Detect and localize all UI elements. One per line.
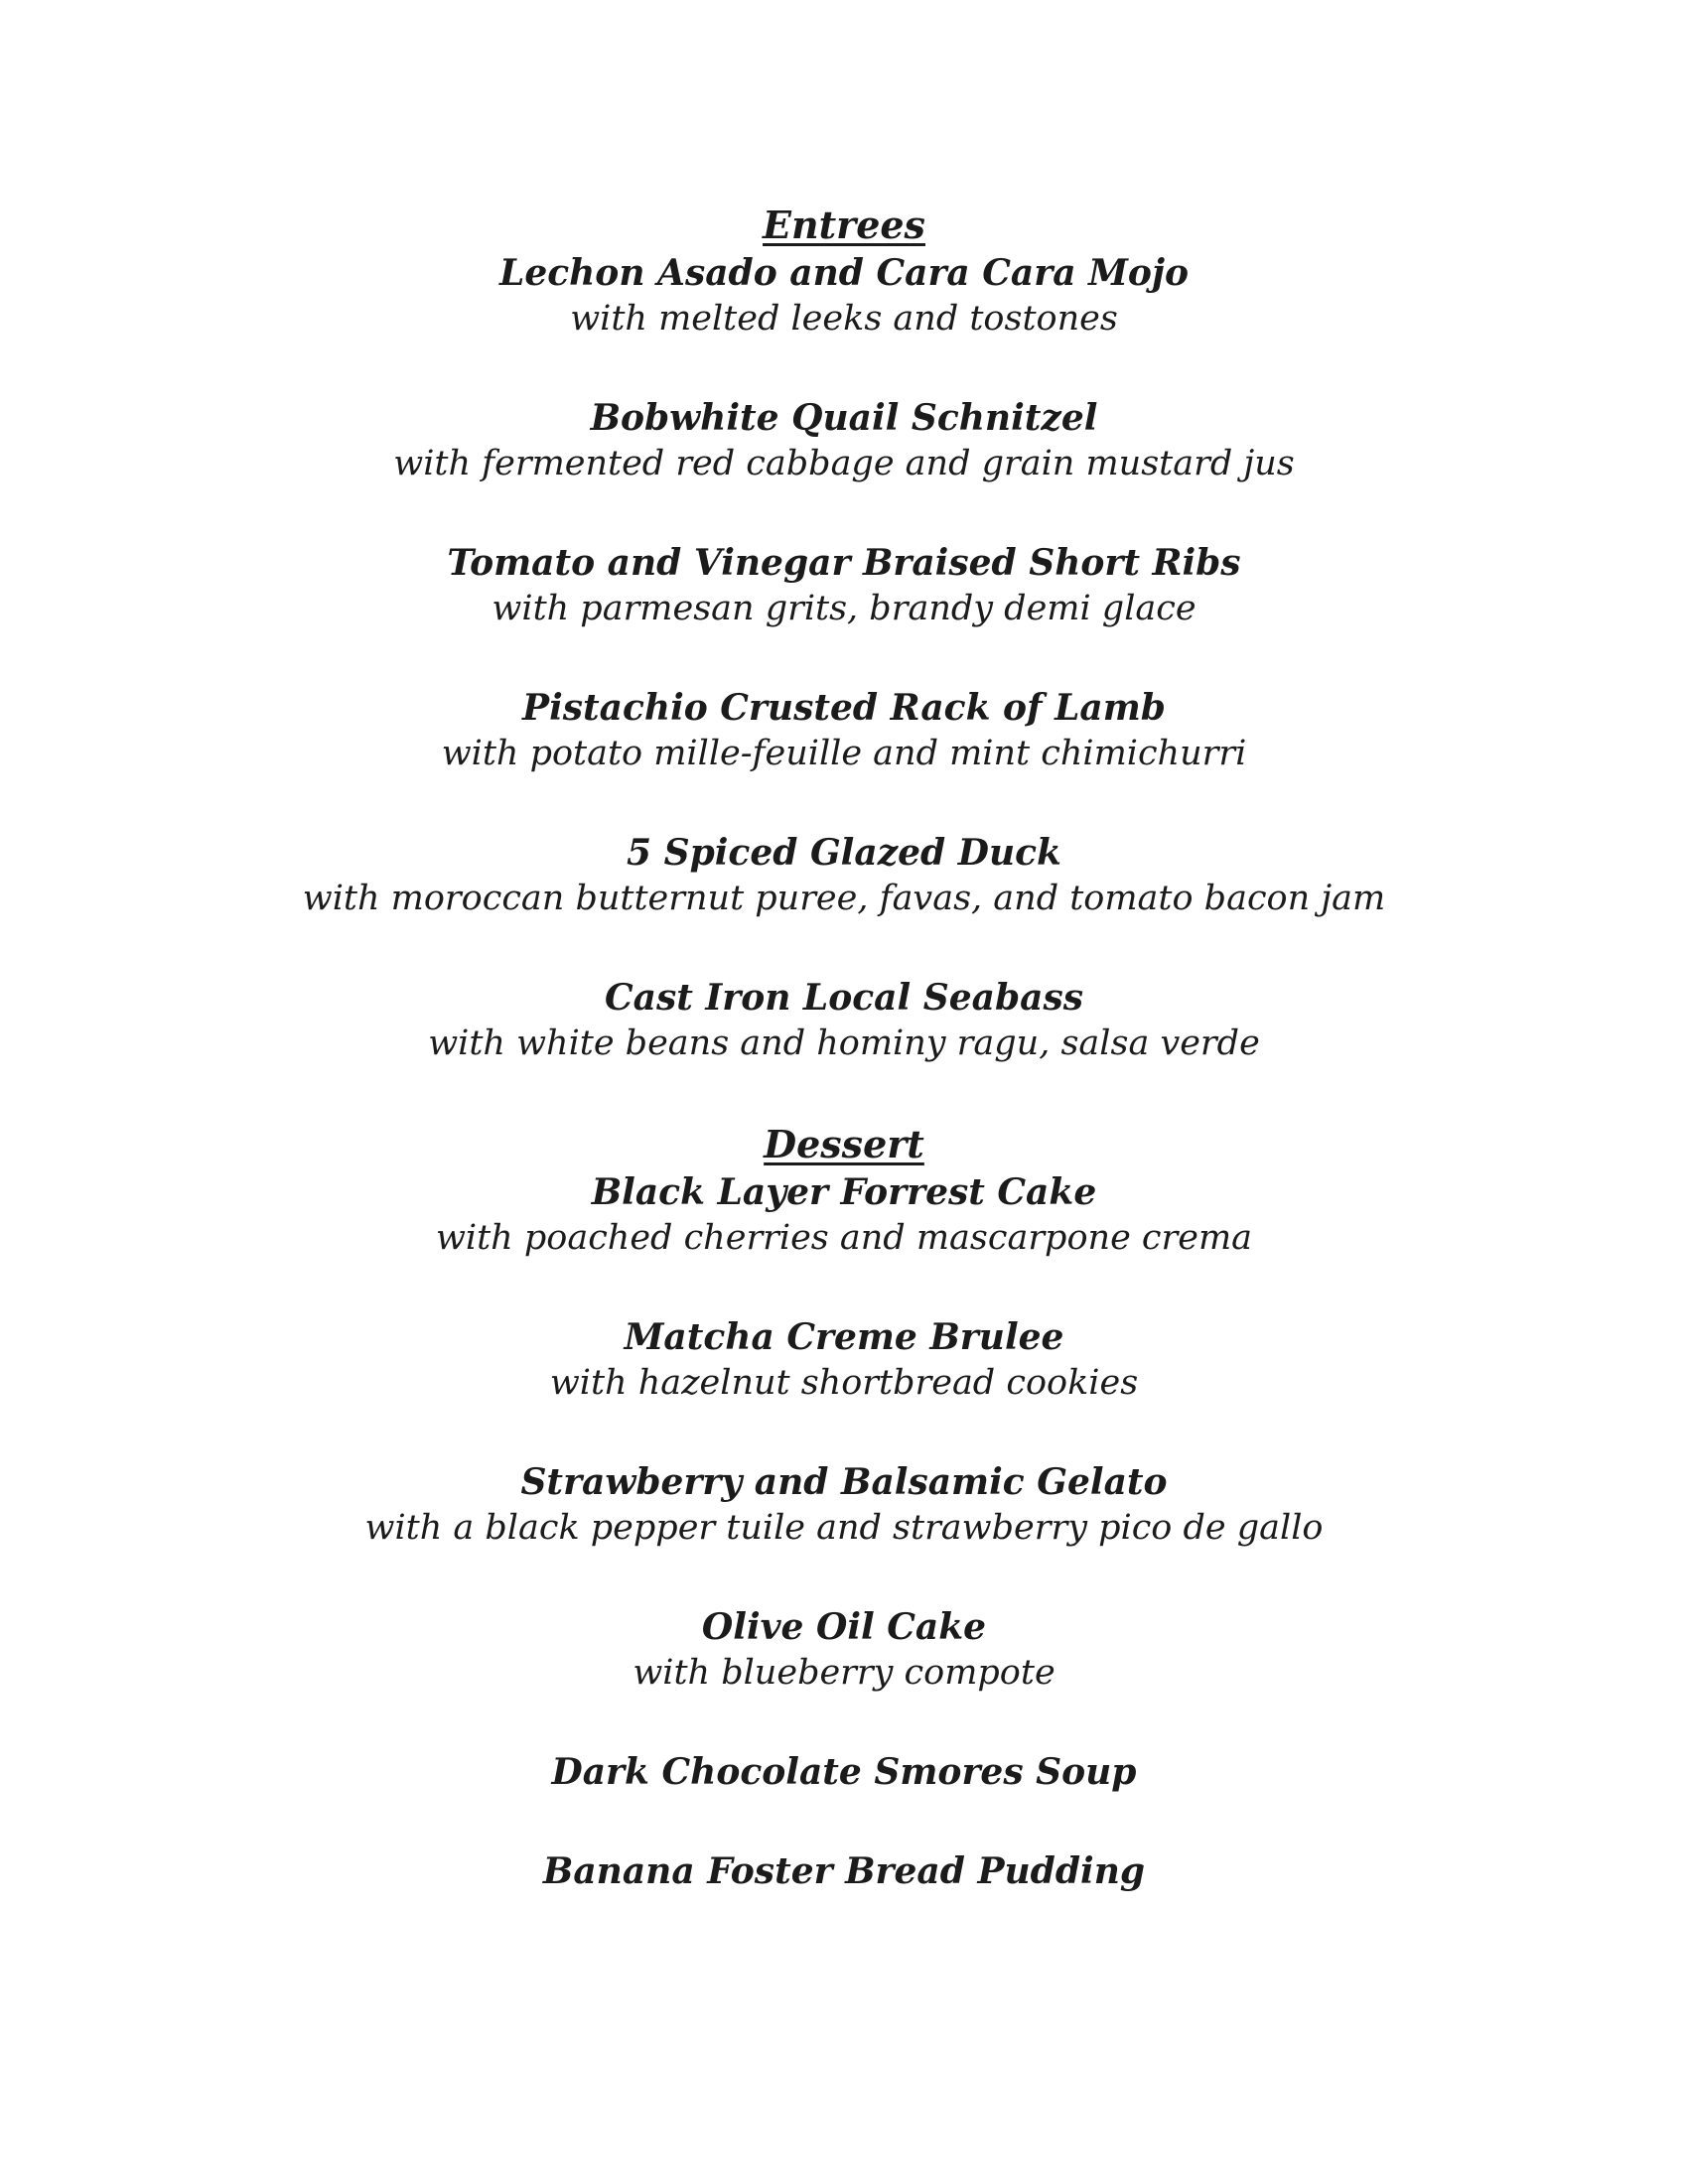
dish-name: Olive Oil Cake: [701, 1606, 987, 1648]
menu-item: [0, 830, 1688, 921]
dish-description: with blueberry compote: [633, 1653, 1055, 1693]
dish-description: with poached cherries and mascarpone crema: [435, 1218, 1253, 1258]
dish-description: with potato mille-feuille and mint chimichurri: [441, 734, 1247, 773]
section-heading: Dessert: [764, 1122, 924, 1166]
dish-description: with parmesan grits, brandy demi glace: [492, 589, 1196, 628]
menu-item: [0, 1749, 1688, 1795]
dish-description: with a black pepper tuile and strawberry pico de gallo: [364, 1508, 1324, 1548]
dish-description: with fermented red cabbage and grain mustard jus: [393, 444, 1295, 483]
dish-name: Banana Foster Bread Pudding: [542, 1850, 1146, 1892]
menu-item: [0, 250, 1688, 341]
menu-item: [0, 540, 1688, 631]
dish-name: 5 Spiced Glazed Duck: [626, 832, 1061, 874]
menu-section: [0, 201, 1688, 1066]
dish-name: Tomato and Vinegar Braised Short Ribs: [447, 542, 1241, 584]
menu-item: [0, 975, 1688, 1066]
section-heading: Entrees: [763, 203, 925, 247]
dish-description: with hazelnut shortbread cookies: [549, 1363, 1139, 1403]
dish-description: with melted leeks and tostones: [570, 299, 1118, 339]
dish-name: Pistachio Crusted Rack of Lamb: [522, 687, 1166, 729]
menu-item: [0, 685, 1688, 776]
menu-item: [0, 1459, 1688, 1551]
dish-name: Cast Iron Local Seabass: [605, 977, 1083, 1019]
dish-name: Lechon Asado and Cara Cara Mojo: [499, 252, 1189, 294]
dish-description: with white beans and hominy ragu, salsa verde: [428, 1024, 1260, 1063]
menu-item: [0, 1604, 1688, 1696]
dish-description: with moroccan butternut puree, favas, and tomato bacon jam: [302, 879, 1386, 918]
menu-item: [0, 395, 1688, 486]
dish-name: Strawberry and Balsamic Gelato: [520, 1461, 1168, 1503]
dish-name: Black Layer Forrest Cake: [591, 1171, 1097, 1213]
dish-name: Bobwhite Quail Schnitzel: [590, 397, 1098, 439]
menu-item: [0, 1848, 1688, 1894]
dish-name: Dark Chocolate Smores Soup: [551, 1751, 1137, 1793]
dish-name: Matcha Creme Brulee: [624, 1316, 1064, 1358]
menu-item: [0, 1169, 1688, 1261]
menu-item: [0, 1314, 1688, 1406]
menu-section: [0, 1120, 1688, 1894]
